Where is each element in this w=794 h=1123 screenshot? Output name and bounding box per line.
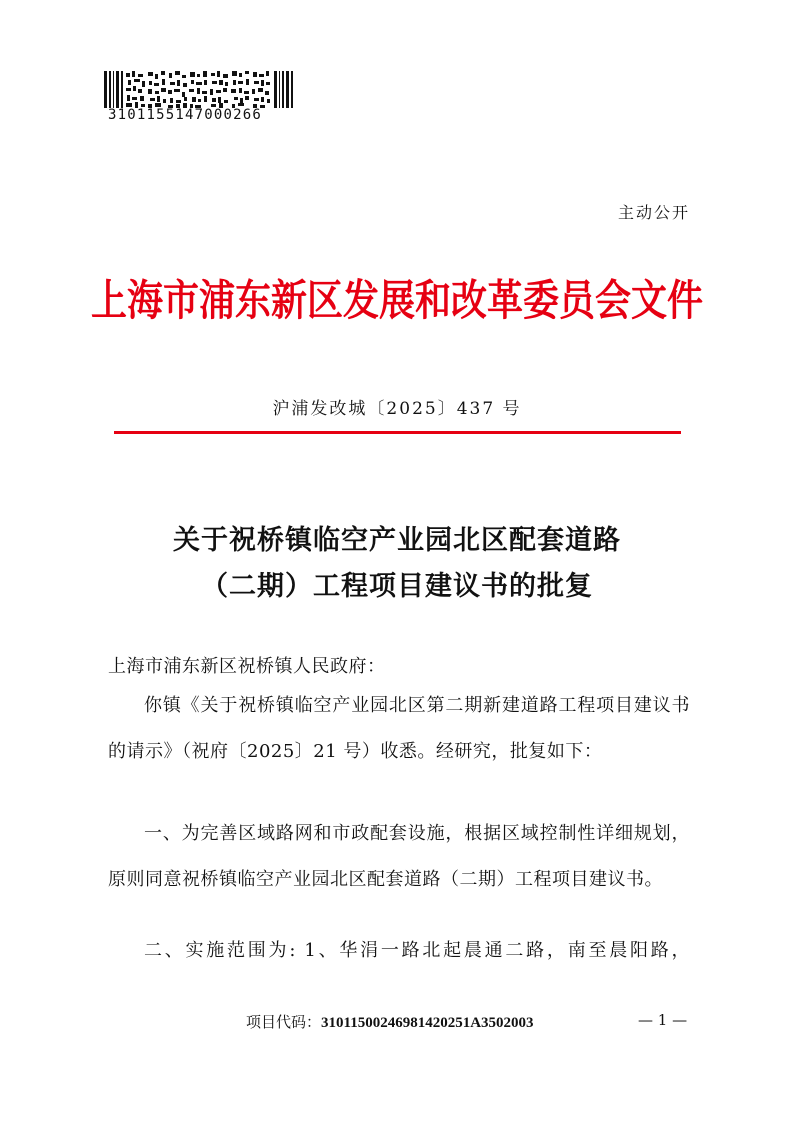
- document-header-org-title: 上海市浦东新区发展和改革委员会文件: [90, 276, 703, 326]
- document-title-line-1: 关于祝桥镇临空产业园北区配套道路: [173, 525, 621, 556]
- barcode-image: [104, 71, 294, 108]
- red-divider-line: [114, 431, 681, 434]
- document-title-line-2: （二期）工程项目建议书的批复: [201, 571, 593, 602]
- project-code-label: 项目代码：: [246, 1013, 322, 1031]
- page-number: — 1 —: [638, 1011, 688, 1029]
- barcode-number: 3101155147000266: [108, 107, 263, 123]
- disclosure-label: 主动公开: [617, 203, 690, 222]
- document-number: 沪浦发改城〔2025〕437 号: [272, 399, 522, 419]
- body-paragraph-3: 二、实施范围为: 1、华涓一路北起晨通二路，南至晨阳路，: [144, 940, 690, 961]
- salutation: 上海市浦东新区祝桥镇人民政府：: [108, 656, 386, 677]
- body-paragraph-2: 一、为完善区域路网和市政配套设施，根据区域控制性详细规划，原则同意祝桥镇临空产业园北区配套道路（二期）工程项目建议书。: [108, 823, 690, 890]
- footer-project-code: [246, 1011, 534, 1032]
- project-code-value: 31011500246981420251A3502003: [321, 1015, 534, 1031]
- body-paragraph-1: 你镇《关于祝桥镇临空产业园北区第二期新建道路工程项目建议书的请示》（祝府〔2025〕21 号）收悉。经研究，批复如下：: [108, 695, 690, 762]
